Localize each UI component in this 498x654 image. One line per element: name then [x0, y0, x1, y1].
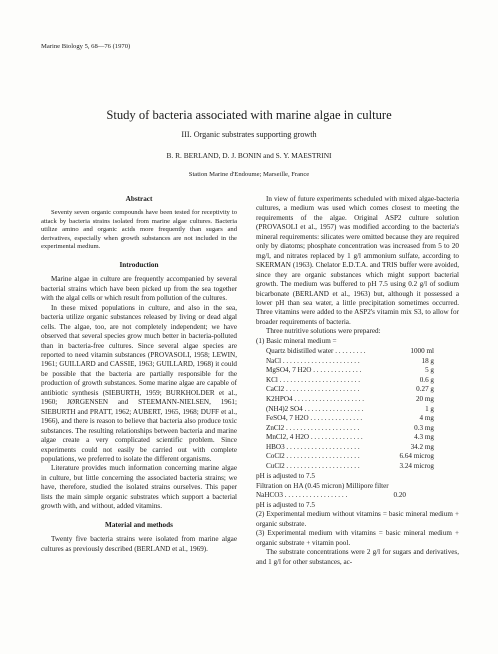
medium-row [266, 405, 459, 415]
ingredient-name: MnCl2, 4 H2O . . . . . . . . . . . . . . . [266, 433, 363, 442]
medium-row [266, 385, 459, 395]
authors: B. R. BERLAND, D. J. BONIN and S. Y. MAESTRINI [166, 151, 332, 160]
ingredient-quantity: 6.64 microg [399, 452, 434, 461]
ingredient-name: CoCl2 . . . . . . . . . . . . . . . . . . . . . [266, 452, 360, 461]
ingredient-quantity: 1 g [425, 404, 434, 413]
medium-row [266, 366, 459, 376]
ingredient-quantity: 0.27 g [416, 385, 434, 394]
medium-intro-paragraph: In view of future experiments scheduled with mixed algae-bacteria cultures, a medium was used which comes closest to meeting the requirements of the algae. Original ASP2 culture solution (PROVASOLI et al., 1957) was modified according to the bacteria's mineral requirements: silicates were omitted because they are required only by diatoms; phosphate concentration was increased from 5 to 20 mg/l, and nitrates replaced by 1 g/l ammonium sulfate, according to SKERMAN (1963). Chelator E.D.T.A. and TRIS buffer were avoided, since they are organic substances which might support bacterial growth. The medium was buffered to pH 7.5 using 0.2 g/l of sodium bicarbonate (BERLAND et al., 1963) but, although it possessed a lower pH than sea water, a little precipitation sometimes occurred. Three vitamins were added to the ASP2's vitamin mix S3, to allow for broader requirements of bacteria. [256, 195, 459, 326]
left-column [41, 195, 237, 554]
filtration-note: Filtration on HA (0.45 micron) Millipore filter [256, 481, 389, 490]
ingredient-name: NaHCO3 . . . . . . . . . . . . . . . . . . [256, 491, 348, 500]
solution-3-description: (3) Experimental medium with vitamins = basic mineral medium + organic substrate + vitamin pool. [256, 529, 459, 547]
ph-note: pH is adjusted to 7.5 [256, 472, 315, 481]
ingredient-quantity: 0.3 mg [414, 423, 434, 432]
ingredient-name: K2HPO4 . . . . . . . . . . . . . . . . . . . . [266, 394, 364, 403]
ingredient-name: CaCl2 . . . . . . . . . . . . . . . . . . . . . [266, 385, 360, 394]
ingredient-quantity: 5 g [425, 366, 434, 375]
journal-citation: Marine Biology 5, 68—76 (1970) [41, 43, 131, 50]
intro-paragraph: Literature provides much information concerning marine algae in culture, but little concerning the associated bacteria strains; we have, therefore, studied the isolated strains ourselves. This paper lists the main simple organic substrates which support a bacterial growth with, and without, added vitamins. [41, 464, 237, 511]
ingredient-quantity: 0.6 g [419, 375, 434, 384]
paper-title: Study of bacteria associated with marine algae in culture [106, 108, 392, 122]
medium-composition-table [266, 347, 459, 471]
ingredient-quantity: 0.20 [393, 491, 406, 500]
medium-row [266, 414, 459, 424]
medium-row [266, 376, 459, 386]
ingredient-quantity: 34.2 mg [410, 442, 434, 451]
ph-note-2: pH is adjusted to 7.5 [256, 500, 315, 509]
solutions-intro: Three nutritive solutions were prepared: [266, 327, 381, 336]
abstract [41, 209, 237, 252]
methods-heading: Material and methods [105, 520, 173, 529]
ingredient-quantity: 3.24 microg [399, 461, 434, 470]
ingredient-name: MgSO4, 7 H2O . . . . . . . . . . . . . . [266, 366, 362, 375]
substrate-concentration-paragraph: The substrate concentrations were 2 g/l for sugars and derivatives, and 1 g/l for other substances, ac- [256, 548, 459, 566]
ingredient-quantity: 4.3 mg [414, 433, 434, 442]
abstract-text: Seventy seven organic compounds have been tested for receptivity to attack by bacteria strains isolated from marine algae cultures. Bacteria utilize amino and organic acids more frequently than sugars and derivatives, especially when growth substances are not included in the experimental medium. [41, 209, 237, 251]
paper-subtitle: III. Organic substrates supporting growth [181, 130, 317, 139]
ingredient-name: CuCl2 . . . . . . . . . . . . . . . . . . . . . [266, 461, 360, 470]
solution-1-label: (1) Basic mineral medium = [256, 336, 337, 345]
medium-row [266, 357, 459, 367]
right-column [256, 195, 459, 567]
medium-row [266, 443, 459, 453]
ingredient-name: Quartz bidistilled water . . . . . . . . . [266, 347, 366, 356]
medium-row [266, 452, 459, 462]
medium-row [266, 424, 459, 434]
methods-paragraph: Twenty five bacteria strains were isolated from marine algae cultures as previously described (BERLAND et al., 1969). [41, 535, 237, 553]
ingredient-name: (NH4)2 SO4 . . . . . . . . . . . . . . . . . [266, 404, 364, 413]
abstract-heading: Abstract [125, 195, 153, 203]
ingredient-quantity: 18 g [421, 356, 434, 365]
nahco3-row [256, 491, 459, 501]
solution-2-description: (2) Experimental medium without vitamins = basic mineral medium + organic substrate. [256, 510, 459, 528]
ingredient-quantity: 20 mg [415, 394, 434, 403]
introduction-heading: Introduction [119, 260, 159, 269]
intro-paragraph: Marine algae in culture are frequently accompanied by several bacterial strains which have been picked up from the sea together with the algal cells or which result from pollution of the cultures. [41, 275, 237, 303]
ingredient-name: NaCl . . . . . . . . . . . . . . . . . . . . . . [266, 356, 360, 365]
ingredient-name: ZnCl2 . . . . . . . . . . . . . . . . . . . . . [266, 423, 360, 432]
ingredient-name: FeSO4, 7 H2O . . . . . . . . . . . . . . . [266, 414, 363, 423]
ingredient-quantity: 4 mg [419, 414, 434, 423]
ingredient-quantity: 1000 ml [410, 347, 434, 356]
medium-row [266, 462, 459, 472]
intro-paragraph: In these mixed populations in culture, and also in the sea, bacteria utilize organic substances released by living or dead algal cells. The algae, too, are not completely independent; we have observed that several species grow much better in bacteria-polluted than in bacteria-free cultures. Since several algae species are reported to need vitamin substances (PROVASOLI, 1958; LEWIN, 1961; GUILLARD and CASSIE, 1963; GUILLARD, 1968) it could be possible that the bacteria are partially responsible for the production of growth substances. Some marine algae are capable of antibiotic synthesis (SIEBURTH, 1959; BURKHOLDER et al., 1960; JØRGENSEN and STEEMANN-NIELSEN, 1961; SIEBURTH and PRATT, 1962; AUBERT, 1965, 1968; DUFF et al., 1966), and there is reason to believe that bacteria also produce toxic substances. The resulting relationships between bacteria and marine algae create a very complicated scientific problem. Since experiments could not easily be carried out with complete populations, we preferred to isolate the different organisms. [41, 303, 237, 464]
affiliation: Station Marine d'Endoume; Marseille, France [188, 171, 310, 178]
medium-row [266, 395, 459, 405]
medium-row [266, 433, 459, 443]
ingredient-name: KCl . . . . . . . . . . . . . . . . . . . . . . . [266, 375, 361, 384]
ingredient-name: HBO3 . . . . . . . . . . . . . . . . . . . . . [266, 442, 360, 451]
medium-row [266, 347, 459, 357]
